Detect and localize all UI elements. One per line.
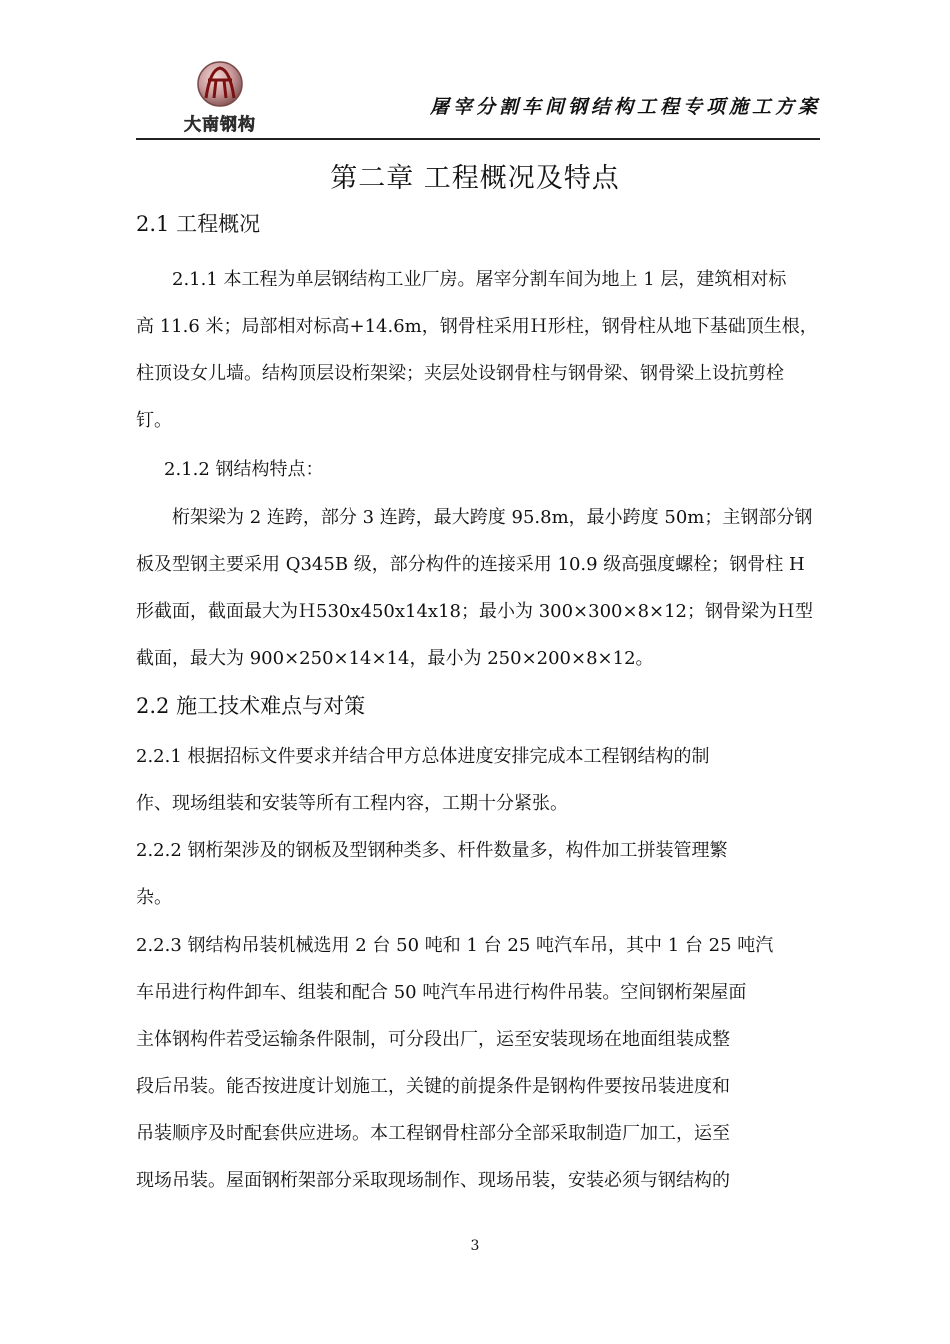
chapter-title: 第二章 工程概况及特点 xyxy=(330,163,620,194)
company-logo xyxy=(150,58,290,138)
text-line: 钉。 xyxy=(136,410,172,431)
text-line: 2.2.3 钢结构吊装机械选用 2 台 50 吨和 1 台 25 吨汽车吊，其中 1 台 25 吨汽 xyxy=(136,935,774,956)
paragraph-steel-features xyxy=(136,494,820,682)
text-line: 2.1.2 钢结构特点： xyxy=(164,459,324,480)
paragraph-2-1-1 xyxy=(136,256,820,444)
paragraph-2-2-3 xyxy=(136,922,820,1204)
text-line: 板及型钢主要采用 Q345B 级，部分构件的连接采用 10.9 级高强度螺栓；钢骨柱 H xyxy=(136,554,805,575)
text-line: 形截面，截面最大为Ｈ530x450x14x18；最小为 300×300×8×12；钢骨梁为Ｈ型 xyxy=(136,601,814,622)
paragraph-2-2-1 xyxy=(136,733,820,827)
paragraph-2-2-2 xyxy=(136,827,820,921)
paragraph-2-1-2 xyxy=(136,446,820,493)
text-line: 作、现场组装和安装等所有工程内容，工期十分紧张。 xyxy=(136,793,568,814)
text-line: 吊装顺序及时配套供应进场。本工程钢骨柱部分全部采取制造厂加工，运至 xyxy=(136,1123,730,1144)
header-divider xyxy=(136,138,820,140)
section-heading-2-1: 2.1 工程概况 xyxy=(136,212,261,236)
text-line: 高 11.6 米；局部相对标高+14.6m，钢骨柱采用Ｈ形柱，钢骨柱从地下基础顶生根， xyxy=(136,316,818,337)
text-line: 截面，最大为 900×250×14×14，最小为 250×200×8×12。 xyxy=(136,648,654,669)
text-line: 2.1.1 本工程为单层钢结构工业厂房。屠宰分割车间为地上 1 层，建筑相对标 xyxy=(172,269,787,290)
text-line: 2.2.1 根据招标文件要求并结合甲方总体进度安排完成本工程钢结构的制 xyxy=(136,746,710,767)
section-heading-2-2: 2.2 施工技术难点与对策 xyxy=(136,694,366,718)
text-line: 段后吊装。能否按进度计划施工，关键的前提条件是钢构件要按吊装进度和 xyxy=(136,1076,730,1097)
text-line: 杂。 xyxy=(136,887,172,908)
text-line: 主体钢构件若受运输条件限制，可分段出厂，运至安装现场在地面组装成整 xyxy=(136,1029,730,1050)
document-header-title: 屠宰分割车间钢结构工程专项施工方案 xyxy=(430,96,822,118)
text-line: 桁架梁为 2 连跨，部分 3 连跨，最大跨度 95.8m，最小跨度 50m；主钢部分钢 xyxy=(172,507,813,528)
page-number: 3 xyxy=(470,1238,480,1254)
text-line: 现场吊装。屋面钢桁架部分采取现场制作、现场吊装，安装必须与钢结构的 xyxy=(136,1170,730,1191)
text-line: 2.2.2 钢桁架涉及的钢板及型钢种类多、杆件数量多，构件加工拼装管理繁 xyxy=(136,840,728,861)
text-line: 车吊进行构件卸车、组装和配合 50 吨汽车吊进行构件吊装。空间钢桁架屋面 xyxy=(136,982,747,1003)
text-line: 柱顶设女儿墙。结构顶层设桁架梁；夹层处设钢骨柱与钢骨梁、钢骨梁上设抗剪栓 xyxy=(136,363,784,384)
logo-text: 大南钢构 xyxy=(184,115,256,135)
